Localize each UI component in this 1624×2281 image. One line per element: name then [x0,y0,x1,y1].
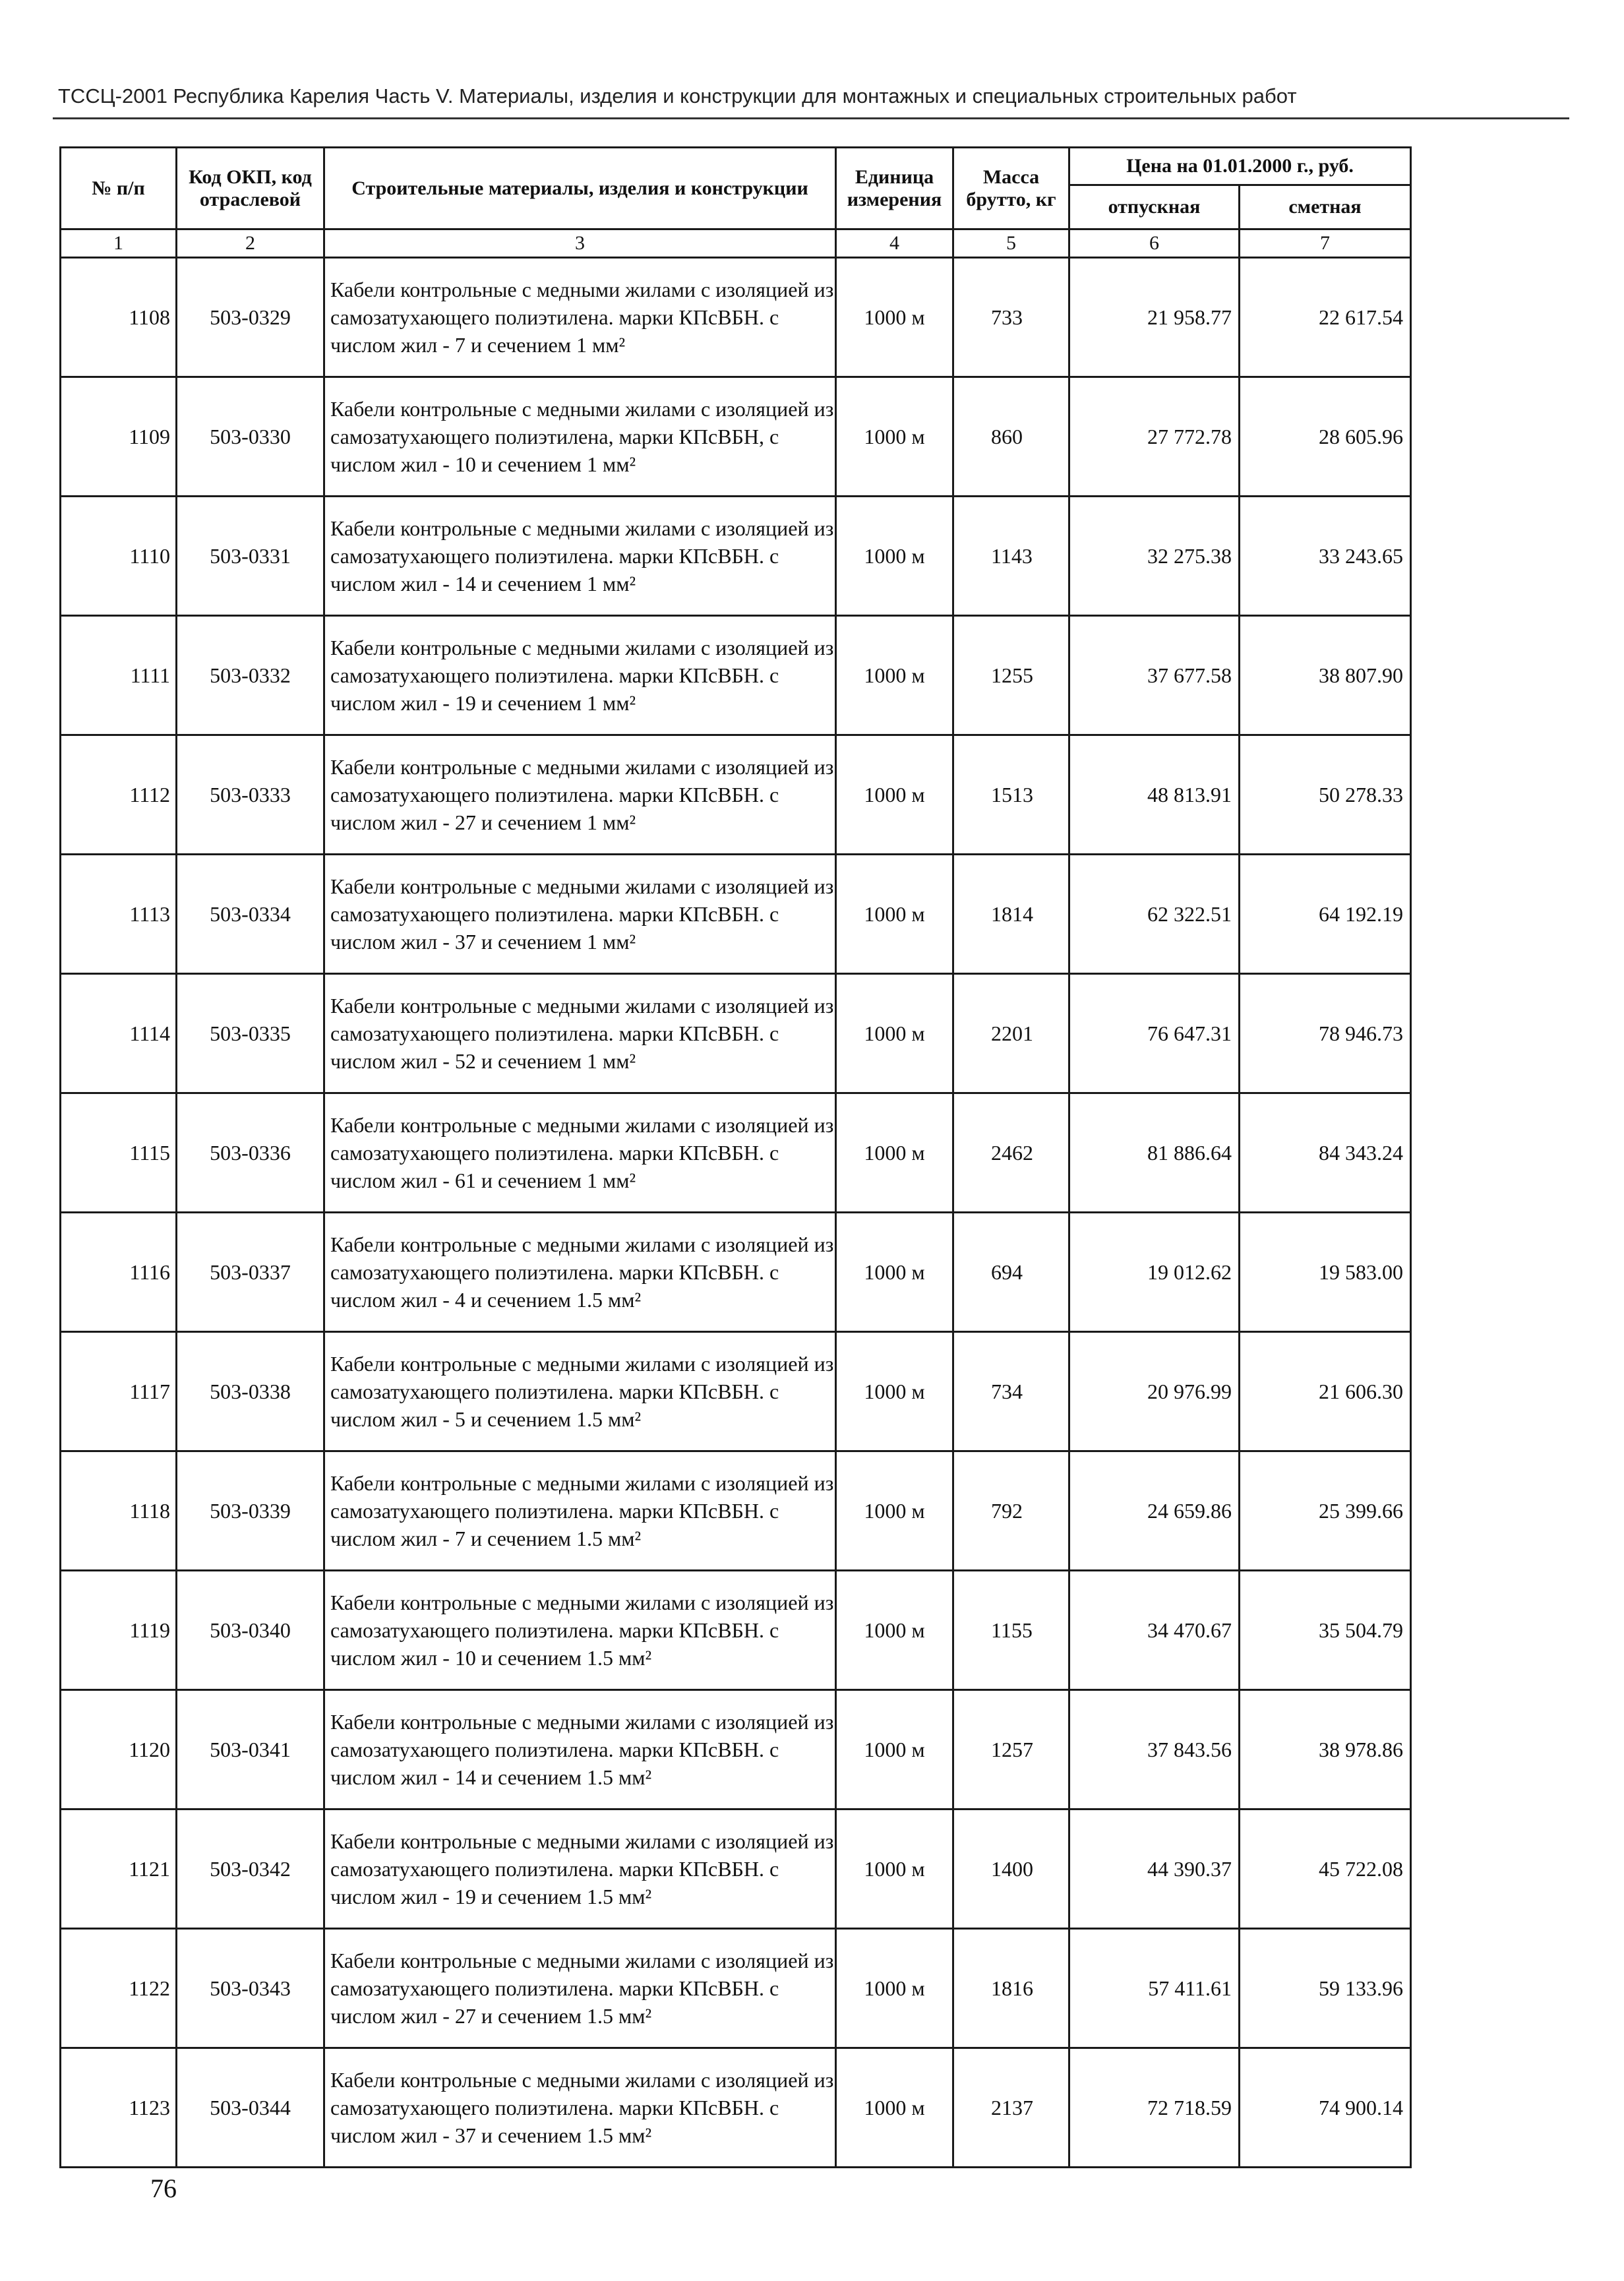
row-description: Кабели контрольные с медными жилами с изоляцией из самозатухающего полиэтилена. марки КПсВБН. с числом жил - 37 и сечением 1.5 мм² [324,2048,836,2168]
page-number: 76 [150,2174,177,2203]
table-row [61,855,1411,974]
row-mass: 2201 [953,974,1069,1093]
table-row [61,1571,1411,1690]
col-header-price-group: Цена на 01.01.2000 г., руб. [1069,148,1411,185]
table-row [61,1810,1411,1929]
row-price-estimate: 25 399.66 [1240,1451,1411,1571]
row-code: 503-0344 [177,2048,324,2168]
row-price-release: 48 813.91 [1069,735,1240,855]
col-header-code: Код ОКП, код отраслевой [177,148,324,229]
table-row [61,1690,1411,1810]
row-mass: 860 [953,377,1069,497]
row-price-release: 19 012.62 [1069,1213,1240,1332]
row-number: 1121 [61,1810,177,1929]
row-mass: 1143 [953,497,1069,616]
row-code: 503-0330 [177,377,324,497]
row-mass: 1155 [953,1571,1069,1690]
row-code: 503-0339 [177,1451,324,1571]
row-description: Кабели контрольные с медными жилами с изоляцией из самозатухающего полиэтилена. марки КПсВБН. с числом жил - 7 и сечением 1 мм² [324,258,836,377]
row-code: 503-0340 [177,1571,324,1690]
table-row [61,2048,1411,2168]
row-description: Кабели контрольные с медными жилами с изоляцией из самозатухающего полиэтилена. марки КПсВБН. с числом жил - 7 и сечением 1.5 мм² [324,1451,836,1571]
table-row [61,377,1411,497]
row-mass: 792 [953,1451,1069,1571]
col-header-num: № п/п [61,148,177,229]
row-mass: 1255 [953,616,1069,735]
row-number: 1110 [61,497,177,616]
row-description: Кабели контрольные с медными жилами с изоляцией из самозатухающего полиэтилена. марки КПсВБН. с числом жил - 27 и сечением 1 мм² [324,735,836,855]
row-unit: 1000 м [836,497,953,616]
row-number: 1108 [61,258,177,377]
row-price-release: 37 843.56 [1069,1690,1240,1810]
row-price-estimate: 78 946.73 [1240,974,1411,1093]
table-row [61,497,1411,616]
row-price-release: 34 470.67 [1069,1571,1240,1690]
price-table [59,146,1412,2168]
row-unit: 1000 м [836,616,953,735]
row-price-release: 32 275.38 [1069,497,1240,616]
row-unit: 1000 м [836,1571,953,1690]
row-description: Кабели контрольные с медными жилами с изоляцией из самозатухающего полиэтилена. марки КПсВБН. с числом жил - 61 и сечением 1 мм² [324,1093,836,1213]
row-description: Кабели контрольные с медными жилами с изоляцией из самозатухающего полиэтилена. марки КПсВБН. с числом жил - 37 и сечением 1 мм² [324,855,836,974]
row-price-release: 21 958.77 [1069,258,1240,377]
row-price-estimate: 84 343.24 [1240,1093,1411,1213]
row-unit: 1000 м [836,855,953,974]
table-row [61,735,1411,855]
row-price-release: 37 677.58 [1069,616,1240,735]
row-code: 503-0329 [177,258,324,377]
row-number: 1120 [61,1690,177,1810]
row-code: 503-0341 [177,1690,324,1810]
row-mass: 694 [953,1213,1069,1332]
page-header: ТССЦ-2001 Республика Карелия Часть V. Материалы, изделия и конструкции для монтажных и специальных строительных работ [58,84,1297,107]
row-price-release: 24 659.86 [1069,1451,1240,1571]
row-price-estimate: 21 606.30 [1240,1332,1411,1451]
table-row [61,258,1411,377]
table-row [61,1332,1411,1451]
row-price-estimate: 45 722.08 [1240,1810,1411,1929]
table-row [61,1093,1411,1213]
col-header-desc: Строительные материалы, изделия и конструкции [324,148,836,229]
row-price-release: 57 411.61 [1069,1929,1240,2048]
row-description: Кабели контрольные с медными жилами с изоляцией из самозатухающего полиэтилена. марки КПсВБН. с числом жил - 19 и сечением 1 мм² [324,616,836,735]
table-row [61,616,1411,735]
row-price-estimate: 38 978.86 [1240,1690,1411,1810]
row-number: 1117 [61,1332,177,1451]
row-mass: 1814 [953,855,1069,974]
row-unit: 1000 м [836,1451,953,1571]
row-price-estimate: 33 243.65 [1240,497,1411,616]
row-number: 1114 [61,974,177,1093]
row-unit: 1000 м [836,1093,953,1213]
row-price-release: 76 647.31 [1069,974,1240,1093]
column-number: 3 [324,229,836,258]
row-code: 503-0335 [177,974,324,1093]
column-number-row [61,229,1411,258]
row-mass: 1513 [953,735,1069,855]
table-row [61,1213,1411,1332]
row-code: 503-0342 [177,1810,324,1929]
row-unit: 1000 м [836,1332,953,1451]
row-mass: 733 [953,258,1069,377]
row-code: 503-0343 [177,1929,324,2048]
row-description: Кабели контрольные с медными жилами с изоляцией из самозатухающего полиэтилена. марки КПсВБН. с числом жил - 5 и сечением 1.5 мм² [324,1332,836,1451]
row-code: 503-0333 [177,735,324,855]
row-number: 1122 [61,1929,177,2048]
row-number: 1118 [61,1451,177,1571]
row-unit: 1000 м [836,258,953,377]
row-price-release: 62 322.51 [1069,855,1240,974]
row-description: Кабели контрольные с медными жилами с изоляцией из самозатухающего полиэтилена. марки КПсВБН. с числом жил - 4 и сечением 1.5 мм² [324,1213,836,1332]
column-number: 1 [61,229,177,258]
row-number: 1113 [61,855,177,974]
row-description: Кабели контрольные с медными жилами с изоляцией из самозатухающего полиэтилена. марки КПсВБН. с числом жил - 52 и сечением 1 мм² [324,974,836,1093]
row-number: 1115 [61,1093,177,1213]
row-mass: 734 [953,1332,1069,1451]
row-number: 1119 [61,1571,177,1690]
row-unit: 1000 м [836,1810,953,1929]
row-description: Кабели контрольные с медными жилами с изоляцией из самозатухающего полиэтилена. марки КПсВБН. с числом жил - 14 и сечением 1.5 мм² [324,1690,836,1810]
row-price-estimate: 74 900.14 [1240,2048,1411,2168]
column-number: 2 [177,229,324,258]
row-code: 503-0336 [177,1093,324,1213]
row-number: 1123 [61,2048,177,2168]
row-description: Кабели контрольные с медными жилами с изоляцией из самозатухающего полиэтилена, марки КПсВБН, с числом жил - 10 и сечением 1 мм² [324,377,836,497]
row-price-release: 27 772.78 [1069,377,1240,497]
row-code: 503-0338 [177,1332,324,1451]
column-number: 6 [1069,229,1240,258]
row-price-estimate: 64 192.19 [1240,855,1411,974]
row-description: Кабели контрольные с медными жилами с изоляцией из самозатухающего полиэтилена. марки КПсВБН. с числом жил - 14 и сечением 1 мм² [324,497,836,616]
row-price-release: 72 718.59 [1069,2048,1240,2168]
row-number: 1109 [61,377,177,497]
row-mass: 1816 [953,1929,1069,2048]
row-number: 1116 [61,1213,177,1332]
row-code: 503-0331 [177,497,324,616]
col-header-unit: Единица измерения [836,148,953,229]
row-code: 503-0337 [177,1213,324,1332]
header-rule [53,117,1569,119]
row-unit: 1000 м [836,1690,953,1810]
column-number: 5 [953,229,1069,258]
row-price-release: 81 886.64 [1069,1093,1240,1213]
row-price-release: 20 976.99 [1069,1332,1240,1451]
row-price-estimate: 28 605.96 [1240,377,1411,497]
row-unit: 1000 м [836,1929,953,2048]
row-code: 503-0332 [177,616,324,735]
row-unit: 1000 м [836,377,953,497]
row-description: Кабели контрольные с медными жилами с изоляцией из самозатухающего полиэтилена. марки КПсВБН. с числом жил - 10 и сечением 1.5 мм² [324,1571,836,1690]
row-price-estimate: 38 807.90 [1240,616,1411,735]
row-code: 503-0334 [177,855,324,974]
col-header-price-release: отпускная [1069,185,1240,229]
row-unit: 1000 м [836,1213,953,1332]
row-price-estimate: 59 133.96 [1240,1929,1411,2048]
row-price-estimate: 22 617.54 [1240,258,1411,377]
table-row [61,1929,1411,2048]
row-mass: 2462 [953,1093,1069,1213]
row-price-estimate: 19 583.00 [1240,1213,1411,1332]
col-header-mass: Масса брутто, кг [953,148,1069,229]
row-mass: 1400 [953,1810,1069,1929]
row-unit: 1000 м [836,735,953,855]
row-mass: 2137 [953,2048,1069,2168]
row-price-release: 44 390.37 [1069,1810,1240,1929]
column-number: 4 [836,229,953,258]
row-price-estimate: 50 278.33 [1240,735,1411,855]
table-row [61,974,1411,1093]
row-description: Кабели контрольные с медными жилами с изоляцией из самозатухающего полиэтилена. марки КПсВБН. с числом жил - 19 и сечением 1.5 мм² [324,1810,836,1929]
col-header-price-estimate: сметная [1240,185,1411,229]
row-mass: 1257 [953,1690,1069,1810]
table-row [61,1451,1411,1571]
row-price-estimate: 35 504.79 [1240,1571,1411,1690]
row-description: Кабели контрольные с медными жилами с изоляцией из самозатухающего полиэтилена. марки КПсВБН. с числом жил - 27 и сечением 1.5 мм² [324,1929,836,2048]
row-number: 1112 [61,735,177,855]
row-unit: 1000 м [836,2048,953,2168]
row-unit: 1000 м [836,974,953,1093]
column-number: 7 [1240,229,1411,258]
row-number: 1111 [61,616,177,735]
